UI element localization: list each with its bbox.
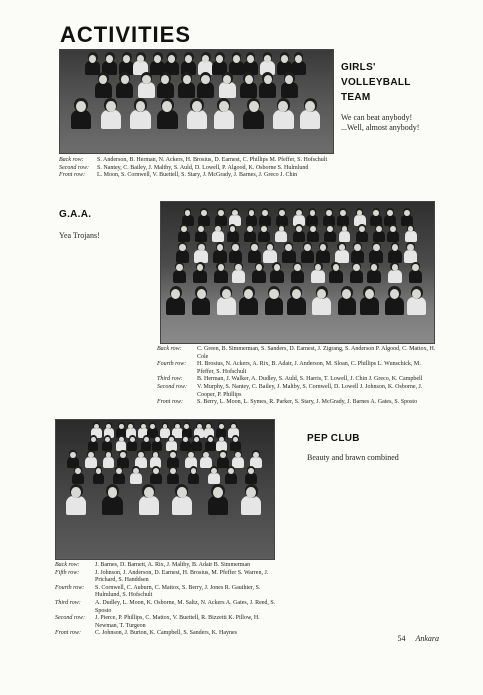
photo-person [187, 98, 207, 129]
photo-person [197, 72, 214, 98]
photo-person [387, 224, 399, 242]
photo-person [227, 224, 239, 242]
pep-club-caption: Beauty and brawn combined [307, 453, 399, 462]
photo-person [191, 435, 201, 451]
photo-person [194, 242, 208, 263]
roster-row [157, 384, 437, 399]
photo-person [214, 98, 234, 129]
roster-row-label: Front row: [157, 399, 184, 406]
photo-person [244, 224, 256, 242]
photo-person [195, 224, 207, 242]
volleyball-caption [341, 113, 451, 133]
photo-person [173, 262, 187, 283]
photo-person [265, 286, 284, 315]
photo-person [312, 286, 331, 315]
roster-row [59, 157, 339, 165]
roster-row [157, 399, 437, 407]
roster-row-label: Front row: [55, 630, 82, 637]
roster-row-names: S. Berry, L. Moon, L. Symes, R. Parker, S. Stary, J. McGrady, J. Barnes A. Gates, S. Sposto [197, 399, 418, 406]
photo-person [324, 224, 336, 242]
photo-person [273, 98, 293, 129]
photo-person [316, 242, 330, 263]
roster-row-names: C. Green, B. Simmerman, S. Sanders, D. Earnest, J. Zigrang, S. Anderson P. Algood, C. Mattox, H. Cole [197, 346, 436, 360]
photo-person [388, 242, 402, 263]
roster-row-label: Second row: [55, 615, 85, 622]
photo-person [241, 484, 261, 515]
volleyball-team-photo [59, 49, 334, 154]
roster-row-names: S. Cornwell, C. Auburn, C. Mattox, S. Berry, J. Jones R. Gauthier, S. Hulmlund, S. Hofschult [95, 584, 261, 599]
roster-row-names: J. Johnson, J. Anderson, D. Earnest, H. Brosius, M. Pfeffer S. Warren, J. Prichard, S. Handdsen [95, 569, 269, 584]
photo-person [166, 286, 185, 315]
roster-row-names: S. Anderson, B. Herman, N. Ackers, H. Brosius, D. Earnest, C. Phillips M. Pfeffer, S. Hofschult [97, 157, 328, 163]
photo-person [287, 286, 306, 315]
roster-row-names: H. Brosius, N. Ackers, A. Rix, B. Adair, J. Anderson, M. Sloan, C. Phillips L. Wunschick, M. Pfeffer, S. Hofschult [197, 361, 421, 375]
photo-person [192, 286, 211, 315]
photo-person [270, 262, 284, 283]
photo-person [166, 435, 176, 451]
volleyball-title-line: GIRLS' [341, 62, 376, 73]
photo-person [178, 224, 190, 242]
volleyball-caption-line: We can beat anybody! [341, 113, 413, 122]
page-number: 54 [397, 634, 406, 643]
photo-person [282, 242, 296, 263]
photo-person [293, 224, 305, 242]
photo-person [252, 262, 266, 283]
photo-person [157, 98, 177, 129]
photo-person [360, 286, 379, 315]
roster-row-names: V. Murphy, S. Nantey, C. Bailey, J. Maltby, S. Cornwell, D. Lowell J. Johnson, K. Osborne, J. Cooper, P. Phillips [197, 383, 423, 398]
photo-person [216, 435, 226, 451]
gaa-roster [157, 346, 437, 407]
photo-person [275, 224, 287, 242]
photo-person [263, 242, 277, 263]
photo-person [167, 466, 179, 484]
roster-row [55, 570, 280, 585]
volleyball-caption-line: ...Well, almost anybody! [341, 123, 420, 132]
photo-person [281, 72, 298, 98]
photo-person [193, 262, 207, 283]
gaa-caption: Yea Trojans! [59, 231, 100, 240]
volleyball-title-line: VOLLEYBALL [341, 77, 411, 88]
pep-club-photo [55, 419, 275, 560]
roster-row [55, 615, 280, 630]
photo-person [176, 242, 190, 263]
photo-person [88, 435, 98, 451]
photo-person [172, 484, 192, 515]
photo-person [157, 72, 174, 98]
photo-person [205, 435, 215, 451]
roster-row-names: S. Nantey, C. Bailey, J. Maltby, S. Auld, D. Lowell, P. Algood, K. Osborne S. Hulmlund [97, 164, 309, 171]
photo-person [141, 435, 151, 451]
photo-person [230, 435, 240, 451]
roster-row [59, 172, 339, 180]
photo-person [291, 262, 305, 283]
photo-person [407, 286, 426, 315]
photo-person [405, 224, 417, 242]
roster-row-label: Fifth row: [55, 569, 80, 576]
photo-person [214, 262, 228, 283]
photo-person [243, 98, 263, 129]
roster-row-label: Fourth row: [55, 584, 85, 591]
roster-row [55, 630, 280, 638]
photo-person [150, 466, 162, 484]
roster-row [55, 585, 280, 600]
photo-person [225, 466, 237, 484]
roster-row-label: Back row: [59, 157, 84, 163]
roster-row-label: Back row: [157, 346, 182, 352]
photo-person [240, 72, 257, 98]
roster-row-label: Fourth row: [157, 361, 187, 368]
pep-club-roster [55, 562, 280, 638]
roster-row [157, 361, 437, 376]
photo-person [93, 466, 105, 484]
photo-person [178, 72, 195, 98]
photo-person [219, 72, 236, 98]
gaa-section-title: G.A.A. [59, 209, 92, 220]
photo-person [208, 484, 228, 515]
photo-person [409, 262, 423, 283]
photo-person [369, 242, 383, 263]
photo-person [258, 224, 270, 242]
photo-person [127, 435, 137, 451]
photo-person [212, 224, 224, 242]
photo-person [138, 72, 155, 98]
photo-person [385, 286, 404, 315]
roster-row [55, 562, 280, 570]
photo-person [229, 242, 243, 263]
photo-person [259, 72, 276, 98]
photo-person [130, 466, 142, 484]
photo-person [232, 262, 246, 283]
roster-row-label: Second row: [157, 383, 187, 390]
photo-person [102, 435, 112, 451]
photo-person [116, 435, 126, 451]
photo-person [239, 286, 258, 315]
volleyball-section-title [341, 60, 411, 105]
photo-person [208, 466, 220, 484]
page-footer [397, 634, 439, 643]
photo-person [350, 262, 364, 283]
photo-person [213, 242, 227, 263]
photo-person [113, 466, 125, 484]
roster-row-names: A. Dudley, L. Moon, K. Osborne, M. Saltz, N. Ackers A. Gates, J. Reed, S. Sposto [95, 599, 276, 614]
roster-row [59, 165, 339, 173]
photo-person [66, 484, 86, 515]
photo-person [116, 72, 133, 98]
gaa-group-photo [160, 201, 435, 344]
photo-person [71, 98, 91, 129]
roster-row-names: C. Johnson, J. Burton, K. Campbell, S. Sanders, K. Haynes [95, 630, 237, 637]
photo-person [335, 242, 349, 263]
roster-row-label: Third row: [157, 376, 183, 383]
roster-row-label: Front row: [59, 172, 86, 179]
photo-person [367, 262, 381, 283]
roster-row [55, 600, 280, 615]
page-title: ACTIVITIES [60, 22, 192, 47]
photo-person [307, 224, 319, 242]
photo-person [245, 466, 257, 484]
roster-row-label: Back row: [55, 562, 80, 568]
photo-person [351, 242, 365, 263]
photo-person [356, 224, 368, 242]
roster-row-names: J. Pierce, P. Phillips, C. Mattox, V. Buettell, R. Bizzetti K. Pillow, H. Newman, T. Turgeon [95, 615, 260, 629]
roster-row-names: J. Barnes, D. Barnett, A. Rix, J. Maltby, B. Adair B. Simmerman [95, 562, 251, 568]
pep-club-section-title: PEP CLUB [307, 433, 360, 444]
photo-person [338, 286, 357, 315]
photo-person [152, 435, 162, 451]
volleyball-title-line: TEAM [341, 92, 371, 103]
roster-row-names: B. Herman, J. Walker, A. Dudley, S. Auld, S. Harris, T. Lowell, J. Chin J. Greco, K. Campbell [197, 376, 423, 383]
photo-person [329, 262, 343, 283]
photo-person [180, 435, 190, 451]
photo-person [301, 242, 315, 263]
roster-row-label: Second row: [59, 164, 89, 171]
roster-row-label: Third row: [55, 599, 81, 606]
photo-person [130, 98, 150, 129]
volleyball-roster [59, 157, 339, 180]
photo-person [388, 262, 402, 283]
photo-person [404, 242, 418, 263]
roster-row [157, 346, 437, 361]
photo-person [101, 98, 121, 129]
photo-person [248, 242, 262, 263]
photo-person [139, 484, 159, 515]
photo-person [373, 224, 385, 242]
photo-person [300, 98, 320, 129]
photo-person [339, 224, 351, 242]
photo-person [72, 466, 84, 484]
photo-person [95, 72, 112, 98]
yearbook-title: Ankara [415, 634, 439, 643]
roster-row-names: L. Moon, S. Cornwell, V. Buettell, S. Stary, J. McGrady, J. Barnes, J. Greco J. Chin [97, 172, 298, 179]
roster-row [157, 376, 437, 384]
photo-person [188, 466, 200, 484]
photo-person [102, 484, 122, 515]
photo-person [311, 262, 325, 283]
photo-person [217, 286, 236, 315]
